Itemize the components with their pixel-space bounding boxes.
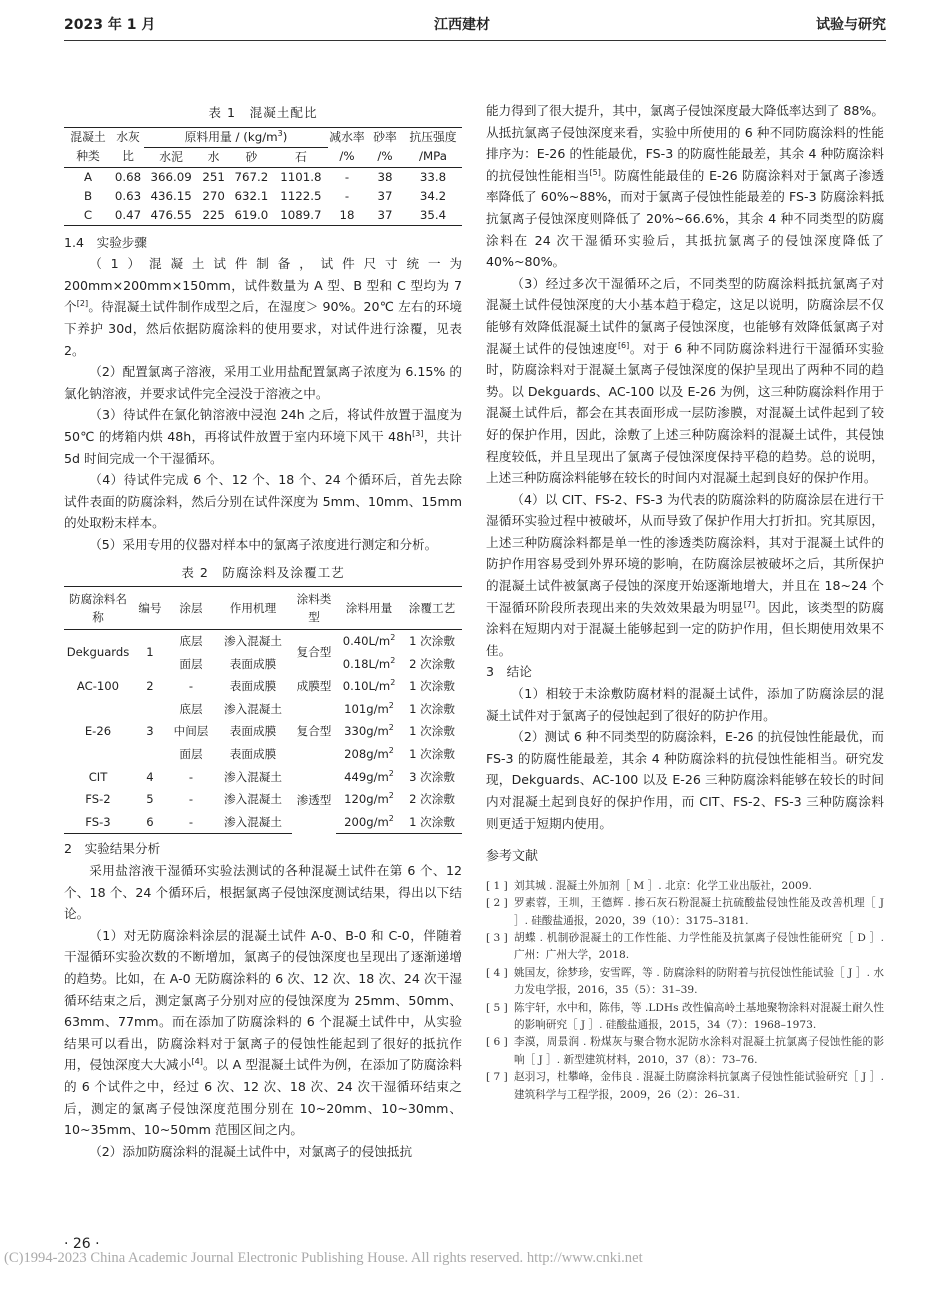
paragraph: 采用盐溶液干湿循环实验法测试的各种混凝土试件在第 6 个、12 个、18 个、24 个循环后，根据氯离子侵蚀深度测试结果，得出以下结论。: [64, 863, 462, 922]
table-row: Dekguards 1 底层 渗入混凝土 复合型 $0.40L/m^2$ 1 次涂敷: [66, 633, 455, 660]
t1-h-reduce: 减水率 /%: [328, 127, 366, 167]
reference-item: [ 1 ] 刘其城 . 混凝土外加剂［ M ］. 北京：化学工业出版社，2009.: [486, 879, 812, 892]
paragraph: （3）经过多次干湿循环之后，不同类型的防腐涂料抵抗氯离子对混凝土试件侵蚀深度的大小基本趋于稳定，这足以说明，防腐涂层不仅能够有效降低混凝土试件的氯离子侵蚀深度，也能够有效降低氯离子对混凝土试件的侵蚀速度[6]。对于 6 种不同防腐涂料进行干湿循环实验时，防腐涂料对于混凝土氯离子侵蚀深度的保护呈现出了两种不同的趋势。以 Dekguards、AC-100 以及 E-26 为例，这三种防腐涂料作用于混凝土试件后，都会在其表面形成一层防渗膜，对混凝土试件起到了较好的保护作用，因此，涂敷了上述三种防腐涂料的混凝土试件，其侵蚀程度较低，并且呈现出了氯离子侵蚀深度保持平稳的趋势。总的说明，上述三种防腐涂料能够在较长的时间内对混凝土起到良好的保护作用。: [486, 275, 884, 486]
t2-h-no: 编号: [132, 587, 168, 630]
paragraph: （2）添加防腐涂料的混凝土试件中，对氯离子的侵蚀抵抗: [89, 1143, 413, 1159]
t1-h-sand: 砂: [229, 147, 274, 167]
section-1-4-heading: 1.4 实验步骤: [64, 234, 147, 250]
header-date: 2023 年 1 月: [64, 17, 156, 33]
references-list: [486, 878, 884, 1104]
paragraph: （1）混凝土试件制备，试件尺寸统一为 200mm×200mm×150mm，试件数量为 A 型、B 型和 C 型均为 7 个[2]。待混凝土试件制作成型之后，在湿度＞ 90%。20℃ 左右的环境下养护 30d，然后依据防腐涂料的使用要求，对试件进行涂覆，见表 2。: [64, 256, 463, 358]
copyright-footer: (C)1994-2023 China Academic Journal Electronic Publishing House. All rights reserved. http://www.cnki.net: [4, 1250, 643, 1266]
table2-caption: 表 2 防腐涂料及涂覆工艺: [181, 564, 345, 580]
table2: [64, 586, 462, 834]
paragraph: （1）相较于未涂敷防腐材料的混凝土试件，添加了防腐涂层的混凝土试件对于氯离子的侵蚀起到了很好的防护作用。: [486, 686, 884, 723]
right-column: [486, 100, 884, 1104]
header-journal: 江西建材: [434, 17, 490, 33]
table-row: CIT 4 - 渗入混凝土 渗透型 $449g/m^2$ 3 次涂敷: [88, 768, 455, 807]
left-column: [64, 100, 462, 1162]
header-rule: [64, 40, 886, 41]
t2-h-name: 防腐涂料名称: [64, 587, 132, 630]
table-row: 中间层 表面成膜 $330g/m^2$ 1 次涂敷: [173, 723, 455, 739]
t1-h-cement: 水泥: [144, 147, 198, 167]
references-heading: 参考文献: [486, 849, 539, 865]
reference-item: [ 2 ] 罗素蓉，王圳，王德辉 . 掺石灰石粉混凝土抗硫酸盐侵蚀性能及改善机理［ J ］. 硅酸盐通报，2020，39（10）：3175–3181.: [486, 897, 884, 927]
reference-item: [ 6 ] 李漠，周景润 . 粉煤灰与聚合物水泥防水涂料对混凝土抗氯离子侵蚀性能的影响［ J ］. 新型建筑材料，2010，37（8）：73–76.: [486, 1036, 884, 1066]
paragraph: （2）测试 6 种不同类型的防腐涂料，E-26 的抗侵蚀性能最优，而 FS-3 的防腐性能最差，其余 4 种防腐涂料的抗侵蚀性能相当。研究发现，Dekguards、AC-100 以及 E-26 三种防腐涂料能够在较长的时间内对混凝土起到良好的保护作用，而 CIT、FS-2、FS-3 三种防腐涂料则更适于短期内使用。: [486, 729, 884, 831]
table-row: A 0.68 366.09 251 767.2 1101.8 - 38 33.8: [64, 167, 462, 187]
paragraph: （1）对无防腐涂料涂层的混凝土试件 A-0、B-0 和 C-0，伴随着干湿循环实验次数的不断增加，氯离子的侵蚀深度也呈现出了逐渐递增的趋势。比如，在 A-0 无防腐涂料的 6 次、12 次、18 次、24 次干湿循环结束之后，测定氯离子分别对应的侵蚀深度为 25mm、50mm、63mm、77mm。而在添加了防腐涂料的 6 个混凝土试件中，从实验结果可以看出，防腐涂料对于氯离子的侵蚀性能起到了很好的抵抗作用，侵蚀深度大大减小[4]。以 A 型混凝土试件为例，在添加了防腐涂料的 6 个试件之中，经过 6 次、12 次、18 次、24 次干湿循环结束之后，测定的氯离子侵蚀深度范围分别在 10~20mm、10~30mm、10~35mm、10~50mm 范围区间之内。: [64, 927, 463, 1138]
header-section: 试验与研究: [816, 17, 886, 33]
paragraph: （4）待试件完成 6 个、12 个、18 个、24 个循环后，首先去除试件表面的防腐涂料，然后分别在试件深度为 5mm、10mm、15mm 的处取粉末样本。: [64, 472, 462, 531]
t1-h-water: 水: [198, 147, 229, 167]
t1-h-strength: 抗压强度 /MPa: [404, 127, 462, 167]
t2-h-proc: 涂覆工艺: [402, 587, 462, 630]
t2-h-type: 涂料类型: [292, 587, 336, 630]
reference-item: [ 4 ] 姚国友，徐梦珍，安雪晖，等 . 防腐涂料的防附着与抗侵蚀性能试验［ J ］. 水力发电学报，2016，35（5）：31–39.: [486, 966, 884, 997]
section-3-heading: 3 结论: [486, 664, 532, 680]
reference-item: [ 3 ] 胡蝶 . 机制砂混凝土的工作性能、力学性能及抗氯离子侵蚀性能研究［ D ］. 广州：广州大学，2018.: [486, 932, 884, 962]
t1-h-sandratio: 砂率 /%: [366, 127, 404, 167]
t1-h-wc: 水灰比: [112, 127, 144, 167]
paragraph: （4）以 CIT、FS-2、FS-3 为代表的防腐涂料的防腐涂层在进行干湿循环实验过程中被破坏，从而导致了保护作用大打折扣。究其原因，上述三种防腐涂料都是单一性的渗透类防腐涂料，其对于混凝土试件的防护作用容易受到外界环境的影响，在防腐涂层被破坏之后，其所保护的混凝土试件被氯离子侵蚀的深度开始逐渐地增大，并且在 18~24 个干湿循环阶段所表现出来的失效效果最为明显[7]。因此，该类型的防腐涂料在短期内对于混凝土能够起到一定的防护作用，但长期使用效果不佳。: [486, 491, 885, 658]
table-row: E-26 3 底层 渗入混凝土 复合型 $101g/m^2$ 1 次涂敷: [84, 701, 455, 739]
t1-h-mat: 原料用量 / $(kg/m^3)$: [144, 127, 328, 147]
reference-item: [ 7 ] 赵羽习，杜攀峰，金伟良 . 混凝土防腐涂料抗氯离子侵蚀性能试验研究［ J ］. 建筑科学与工程学报，2009，26（2）：26–31.: [486, 1071, 884, 1101]
t2-h-layer: 涂层: [168, 587, 214, 630]
paragraph: （5）采用专用的仪器对样本中的氯离子浓度进行测定和分析。: [89, 536, 438, 552]
table1: [64, 127, 462, 226]
t1-h-stone: 石: [274, 147, 328, 167]
page-number: · 26 ·: [64, 1236, 100, 1252]
t1-h-type: 混凝土种类: [64, 127, 112, 167]
table-row: C 0.47 476.55 225 619.0 1089.7 18 37 35.4: [64, 206, 462, 226]
table-row: 面层 表面成膜 $0.18L/m^2$ 2 次涂敷: [179, 655, 455, 671]
section-2-heading: 2 实验结果分析: [64, 841, 161, 857]
table1-caption: 表 1 混凝土配比: [208, 105, 318, 120]
table-row: AC-100 2 - 表面成膜 成膜型 $0.10L/m^2$ 1 次涂敷: [76, 678, 455, 694]
paragraph: 能力得到了很大提升，其中，氯离子侵蚀深度最大降低率达到了 88%。从抵抗氯离子侵蚀深度来看，实验中所使用的 6 种不同防腐涂料的性能排序为：E-26 的性能最优，FS-3 的防腐性能最差，其余 4 种防腐涂料的抗侵蚀性能相当[5]。防腐性能最佳的 E-26 防腐涂料对于氯离子渗透率降低了 60%~88%，而对于氯离子侵蚀性能最差的 FS-3 防腐涂料抵抗氯离子侵蚀深度则降低了 20%~66.6%，其余 4 种不同类型的防腐涂料在 24 次干湿循环实验后，其抵抗氯离子的侵蚀深度降低了 40%~80%。: [486, 103, 884, 270]
table-row: FS-3 6 - 渗入混凝土 $200g/m^2$ 1 次涂敷: [64, 811, 462, 834]
table-row: B 0.63 436.15 270 632.1 1122.5 - 37 34.2: [83, 188, 447, 203]
t2-h-mech: 作用机理: [214, 587, 292, 630]
t2-h-amount: 涂料用量: [336, 587, 402, 630]
table-row: FS-2 5 - 渗入混凝土 $120g/m^2$ 2 次涂敷: [85, 791, 455, 807]
table-row: 面层 表面成膜 $208g/m^2$ 1 次涂敷: [179, 746, 455, 762]
paragraph: （2）配置氯离子溶液，采用工业用盐配置氯离子浓度为 6.15% 的氯化钠溶液，并要求试件完全浸没于溶液之中。: [64, 364, 462, 401]
reference-item: [ 5 ] 陈宇轩，水中和，陈伟，等 .LDHs 改性偏高岭土基地聚物涂料对混凝土耐久性的影响研究［ J ］. 硅酸盐通报，2015，34（7）：1968–1973.: [486, 1001, 884, 1032]
paragraph: （3）待试件在氯化钠溶液中浸泡 24h 之后，将试件放置于温度为 50℃ 的烤箱内烘 48h，再将试件放置于室内环境下风干 48h[3]，共计 5d 时间完成一个干湿循环。: [64, 407, 462, 466]
